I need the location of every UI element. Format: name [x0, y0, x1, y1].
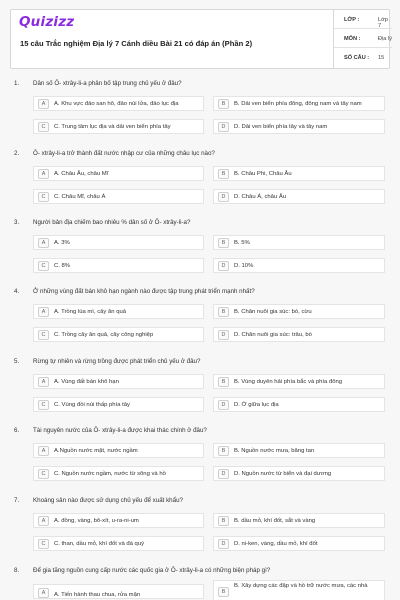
- option-text: D. Nguồn nước từ biển và đại dương: [234, 471, 332, 477]
- option-letter: A: [38, 169, 49, 179]
- question-text: Rừng tự nhiên và rừng trồng được phát triển chủ yếu ở đâu?: [33, 358, 201, 365]
- option-letter: B: [218, 587, 229, 597]
- option-letter: A: [38, 99, 49, 109]
- question-number: 8.: [14, 567, 20, 574]
- option-letter: C: [38, 261, 49, 271]
- option-letter: C: [38, 539, 49, 549]
- option-a[interactable]: [33, 584, 204, 599]
- question-number: 2.: [14, 150, 20, 157]
- option-text: A.Nguồn nước mặt, nước ngầm: [54, 448, 138, 454]
- question-text: Khoáng sản nào được sử dụng chủ yếu để xuất khẩu?: [33, 497, 183, 504]
- option-letter: B: [218, 169, 229, 179]
- option-d[interactable]: [213, 258, 385, 273]
- option-text: C. Trồng cây ăn quả, cây công nghiệp: [54, 332, 154, 338]
- option-letter: B: [218, 446, 229, 456]
- option-d[interactable]: [213, 397, 385, 412]
- option-a[interactable]: [33, 443, 204, 458]
- option-letter: C: [38, 192, 49, 202]
- meta-value: Địa lý: [378, 36, 392, 42]
- option-letter: C: [38, 469, 49, 479]
- option-text: B. Dải ven biển phía đông, đông nam và tây nam: [234, 101, 362, 107]
- option-letter: C: [38, 400, 49, 410]
- header-card: [10, 9, 390, 69]
- option-text: A. Khu vực đảo san hô, đảo núi lửa, đảo lục địa: [54, 101, 179, 107]
- meta-value: Lớp 7: [378, 17, 388, 29]
- option-text: C. Nguồn nước ngầm, nước từ sông và hồ: [54, 471, 166, 477]
- option-letter: D: [218, 539, 229, 549]
- option-letter: B: [218, 516, 229, 526]
- meta-row-count: [334, 48, 392, 67]
- option-text: C. Trung tâm lục địa và dải ven biển phía tây: [54, 124, 171, 130]
- option-c[interactable]: [33, 119, 204, 134]
- option-letter: D: [218, 330, 229, 340]
- option-a[interactable]: [33, 235, 204, 250]
- question-text: Ô- xtrây-li-a trở thành đất nước nhập cư của những châu lục nào?: [33, 150, 215, 157]
- question-number: 5.: [14, 358, 20, 365]
- option-text: A. Tiến hành thau chua, rửa mặn: [54, 592, 141, 598]
- option-letter: D: [218, 400, 229, 410]
- option-letter: D: [218, 122, 229, 132]
- question-text: Tài nguyên nước của Ô- xtrây-li-a được khai thác chính ở đâu?: [33, 427, 207, 434]
- option-b[interactable]: [213, 166, 385, 181]
- option-text: D. 10%: [234, 263, 254, 269]
- option-a[interactable]: [33, 166, 204, 181]
- worksheet-title: 15 câu Trắc nghiệm Địa lý 7 Cánh diều Bài 21 có đáp án (Phần 2): [20, 39, 253, 48]
- option-c[interactable]: [33, 466, 204, 481]
- option-d[interactable]: [213, 466, 385, 481]
- option-c[interactable]: [33, 189, 204, 204]
- quizizz-logo: Quizizz: [19, 14, 75, 30]
- option-letter: C: [38, 330, 49, 340]
- option-c[interactable]: [33, 536, 204, 551]
- option-text: A. 3%: [54, 240, 70, 246]
- option-text: C. Vùng đồi núi thấp phía tây: [54, 402, 130, 408]
- meta-label: LỚP :: [344, 17, 360, 23]
- option-text: D. ni-ken, vàng, dầu mỏ, khí đốt: [234, 541, 318, 547]
- option-a[interactable]: [33, 513, 204, 528]
- option-text: A. đồng, vàng, bô-xít, u-ra-ni-um: [54, 518, 139, 524]
- option-a[interactable]: [33, 374, 204, 389]
- option-letter: D: [218, 192, 229, 202]
- option-text: C. Châu Mĩ, châu Á: [54, 194, 106, 200]
- option-letter: B: [218, 307, 229, 317]
- option-c[interactable]: [33, 258, 204, 273]
- option-b[interactable]: [213, 374, 385, 389]
- option-text: B. Nguồn nước mưa, băng tan: [234, 448, 315, 454]
- option-text: B. Xây dựng các đập và hồ trữ nước mưa, các nhà: [234, 583, 368, 589]
- option-letter: B: [218, 377, 229, 387]
- option-letter: A: [38, 307, 49, 317]
- option-text: A. Trồng lúa mì, cây ăn quả: [54, 309, 127, 315]
- option-a[interactable]: [33, 96, 204, 111]
- option-letter: A: [38, 446, 49, 456]
- question-number: 7.: [14, 497, 20, 504]
- option-d[interactable]: [213, 119, 385, 134]
- option-c[interactable]: [33, 397, 204, 412]
- option-text: D. Châu Á, châu Âu: [234, 194, 287, 200]
- option-letter: B: [218, 238, 229, 248]
- option-letter: D: [218, 469, 229, 479]
- meta-row-subject: [334, 29, 392, 48]
- option-text: D. Dải ven biển phía tây và tây nam: [234, 124, 328, 130]
- option-letter: C: [38, 122, 49, 132]
- meta-value: 15: [378, 55, 385, 61]
- option-b[interactable]: [213, 580, 385, 600]
- question-text: Để gia tăng nguồn cung cấp nước các quốc gia ở Ô- xtrây-li-a có những biện pháp gì?: [33, 567, 271, 574]
- question-text: Dân số Ô- xtrây-li-a phân bố tập trung chủ yếu ở đâu?: [33, 80, 182, 87]
- option-c[interactable]: [33, 327, 204, 342]
- option-text: C. 8%: [54, 263, 71, 269]
- question-text: Ở những vùng đất bán khô hạn ngành nào được tập trung phát triển mạnh nhất?: [33, 288, 255, 295]
- option-letter: A: [38, 377, 49, 387]
- option-d[interactable]: [213, 189, 385, 204]
- option-letter: B: [218, 99, 229, 109]
- option-b[interactable]: [213, 304, 385, 319]
- meta-box: [333, 10, 391, 68]
- question-number: 3.: [14, 219, 20, 226]
- option-b[interactable]: [213, 513, 385, 528]
- option-text: A. Vùng đất bán khô hạn: [54, 379, 119, 385]
- option-text: B. Vùng duyên hải phía bắc và phía đông: [234, 379, 343, 385]
- option-letter: A: [38, 588, 49, 598]
- option-text: B. Chăn nuôi gia súc: bò, cừu: [234, 309, 312, 315]
- question-number: 6.: [14, 427, 20, 434]
- option-text: C. than, dầu mỏ, khí đốt và đá quý: [54, 541, 145, 547]
- option-text: B. Châu Phi, Châu Âu: [234, 171, 292, 177]
- meta-label: SỐ CÂU :: [344, 55, 370, 61]
- option-b[interactable]: [213, 443, 385, 458]
- question-number: 1.: [14, 80, 20, 87]
- option-text: D. Ở giữa lục địa: [234, 402, 279, 408]
- option-b[interactable]: [213, 96, 385, 111]
- option-a[interactable]: [33, 304, 204, 319]
- option-letter: D: [218, 261, 229, 271]
- question-number: 4.: [14, 288, 20, 295]
- meta-row-grade: [334, 10, 392, 29]
- option-text: B. 5%: [234, 240, 250, 246]
- option-d[interactable]: [213, 327, 385, 342]
- option-b[interactable]: [213, 235, 385, 250]
- option-letter: A: [38, 238, 49, 248]
- option-text: A. Châu Âu, châu Mĩ: [54, 171, 109, 177]
- option-text: B. dầu mỏ, khí đốt, sắt và vàng: [234, 518, 316, 524]
- option-text: D. Chăn nuôi gia súc: trâu, bò: [234, 332, 312, 338]
- question-text: Người bản địa chiếm bao nhiêu % dân số ở Ô- xtrây-li-a?: [33, 219, 191, 226]
- option-d[interactable]: [213, 536, 385, 551]
- meta-label: MÔN :: [344, 36, 361, 42]
- option-letter: A: [38, 516, 49, 526]
